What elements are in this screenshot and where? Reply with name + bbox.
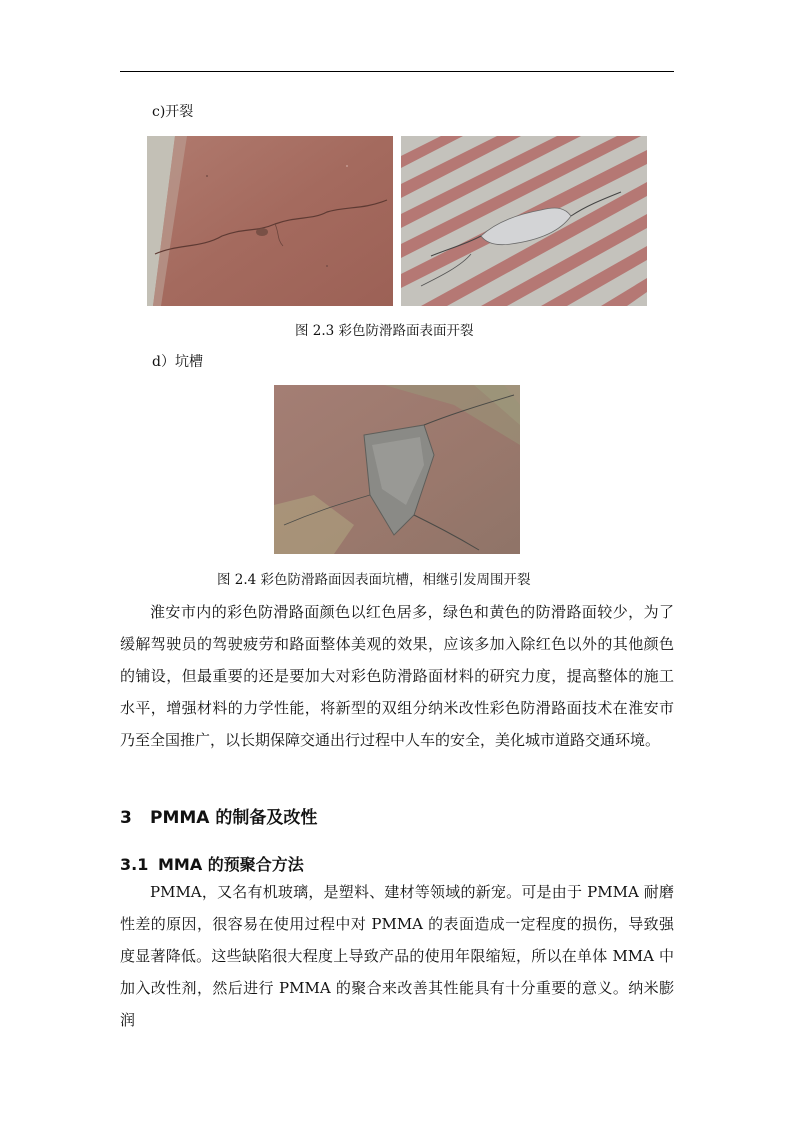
pothole-pavement-photo — [274, 385, 520, 554]
cracked-striped-pavement-photo — [401, 136, 647, 306]
figure-2-4-caption: 图 2.4 彩色防滑路面因表面坑槽，相继引发周围开裂 — [217, 572, 531, 588]
paragraph-text: PMMA，又名有机玻璃，是塑料、建材等领域的新宠。可是由于 PMMA 耐磨性差的原因，很容易在使用过程中对 PMMA 的表面造成一定程度的损伤，导致强度显著降低。这些缺陷很大程度上导致产品的使用年限缩短，所以在单体 MMA 中加入改性剂，然后进行 PMMA 的聚合来改善其性能具有十分重要的意义。纳米膨润 — [120, 883, 674, 1029]
figure-2-3-caption: 图 2.3 彩色防滑路面表面开裂 — [295, 323, 474, 339]
subsection-number: 3.1 — [120, 855, 149, 874]
section-d-label: d）坑槽 — [152, 354, 203, 370]
section-3-1-heading — [120, 852, 304, 875]
paragraph-text: 淮安市内的彩色防滑路面颜色以红色居多，绿色和黄色的防滑路面较少，为了缓解驾驶员的驾驶疲劳和路面整体美观的效果，应该多加入除红色以外的其他颜色的铺设，但最重要的还是要加大对彩色防滑路面材料的研究力度，提高整体的施工水平，增强材料的力学性能，将新型的双组分纳米改性彩色防滑路面技术在淮安市乃至全国推广，以长期保障交通出行过程中人车的安全，美化城市道路交通环境。 — [120, 603, 674, 749]
section-c-label: c)开裂 — [152, 104, 194, 120]
section-3-heading — [120, 803, 317, 828]
paragraph-body-2 — [120, 876, 674, 1036]
cracked-red-pavement-photo — [147, 136, 393, 306]
section-number: 3 — [120, 808, 132, 828]
paragraph-body-1 — [120, 596, 674, 756]
header-rule — [120, 71, 674, 72]
subsection-title: MMA 的预聚合方法 — [158, 855, 304, 874]
section-title: PMMA 的制备及改性 — [150, 808, 318, 828]
